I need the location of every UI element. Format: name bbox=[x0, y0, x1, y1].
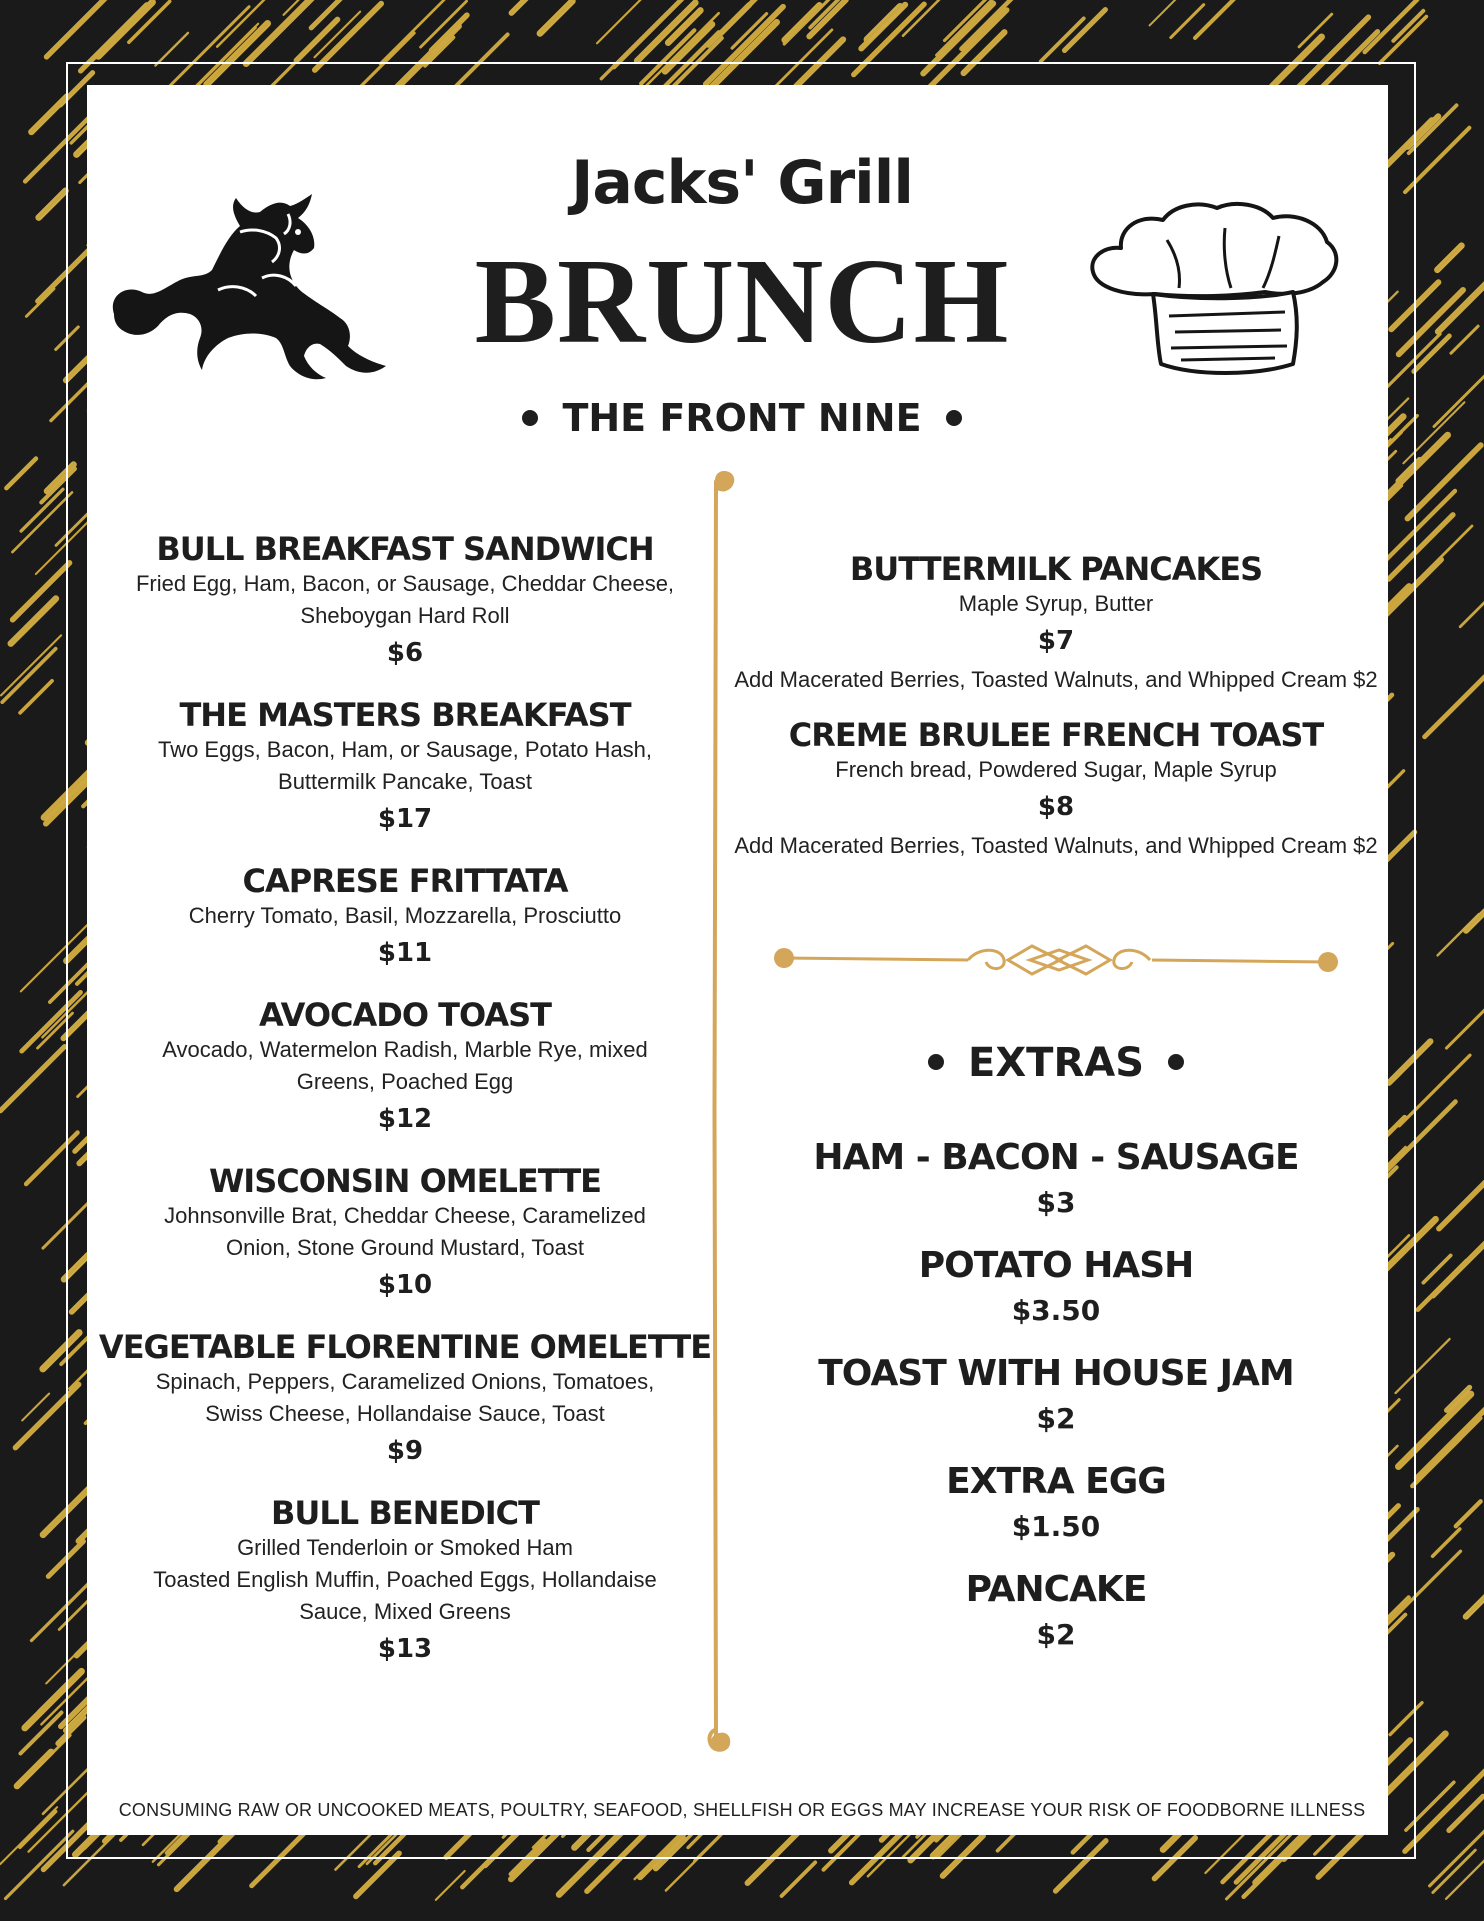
menu-item-name: BULL BENEDICT bbox=[271, 1494, 539, 1532]
restaurant-name: Jacks' Grill bbox=[571, 148, 913, 218]
menu-item bbox=[158, 696, 652, 838]
menu-item-price: $7 bbox=[1037, 626, 1075, 657]
extra-item-price: $3.50 bbox=[1011, 1294, 1101, 1328]
extra-item-name: TOAST WITH HOUSE JAM bbox=[818, 1353, 1294, 1394]
menu-item-description: Two Eggs, Bacon, Ham, or Sausage, Potato Hash, bbox=[157, 737, 653, 763]
menu-item-addon: Add Macerated Berries, Toasted Walnuts, and Whipped Cream $2 bbox=[734, 833, 1378, 859]
menu-item-price: $17 bbox=[377, 804, 433, 835]
menu-item-price: $9 bbox=[386, 1436, 424, 1467]
menu-item-name: WISCONSIN OMELETTE bbox=[209, 1162, 601, 1200]
ornamental-divider bbox=[768, 936, 1346, 984]
bullet-dot-icon bbox=[522, 410, 538, 426]
menu-item-name: BULL BREAKFAST SANDWICH bbox=[156, 530, 654, 568]
menu-item-description: Swiss Cheese, Hollandaise Sauce, Toast bbox=[205, 1401, 605, 1427]
menu-item bbox=[153, 1494, 656, 1668]
menu-item bbox=[164, 1162, 646, 1304]
menu-item-description: Maple Syrup, Butter bbox=[958, 591, 1154, 617]
menu-item-description: Greens, Poached Egg bbox=[296, 1069, 514, 1095]
extra-item-name: HAM - BACON - SAUSAGE bbox=[813, 1137, 1299, 1178]
menu-item-description: Fried Egg, Ham, Bacon, or Sausage, Cheddar Cheese, bbox=[135, 571, 675, 597]
menu-item-name: CREME BRULEE FRENCH TOAST bbox=[788, 716, 1324, 754]
menu-item-description: Onion, Stone Ground Mustard, Toast bbox=[226, 1235, 584, 1261]
extra-item bbox=[818, 1352, 1294, 1441]
extra-item bbox=[813, 1136, 1298, 1225]
menu-item-description: Sheboygan Hard Roll bbox=[300, 603, 510, 629]
menu-item-price: $13 bbox=[377, 1634, 433, 1665]
extra-item-price: $1.50 bbox=[1011, 1510, 1101, 1544]
extras-heading-text: EXTRAS bbox=[967, 1040, 1145, 1086]
menu-item-description: Buttermilk Pancake, Toast bbox=[278, 769, 532, 795]
menu-item bbox=[162, 996, 647, 1138]
menu-item-price: $10 bbox=[377, 1270, 433, 1301]
extra-item-price: $3 bbox=[1036, 1186, 1076, 1220]
menu-item bbox=[189, 862, 621, 972]
front-nine-heading-text: THE FRONT NINE bbox=[562, 396, 922, 440]
bullet-dot-icon bbox=[1168, 1054, 1184, 1070]
extra-item bbox=[966, 1568, 1147, 1657]
menu-item-price: $12 bbox=[377, 1104, 433, 1135]
extra-item-name: POTATO HASH bbox=[918, 1245, 1194, 1286]
menu-item-description: Cherry Tomato, Basil, Mozzarella, Prosciutto bbox=[188, 903, 622, 929]
extra-item-price: $2 bbox=[1036, 1618, 1076, 1652]
menu-item bbox=[136, 530, 674, 672]
menu-item-name: AVOCADO TOAST bbox=[259, 996, 551, 1034]
menu-item-description: Johnsonville Brat, Cheddar Cheese, Caramelized bbox=[164, 1203, 646, 1229]
menu-item-addon: Add Macerated Berries, Toasted Walnuts, and Whipped Cream $2 bbox=[734, 667, 1378, 693]
menu-item bbox=[734, 716, 1377, 862]
front-nine-heading bbox=[0, 396, 1484, 440]
menu-item-name: CAPRESE FRITTATA bbox=[242, 862, 568, 900]
menu-item-price: $6 bbox=[386, 638, 424, 669]
bullet-dot-icon bbox=[946, 410, 962, 426]
bull-icon bbox=[112, 192, 412, 382]
menu-item-description: Avocado, Watermelon Radish, Marble Rye, mixed bbox=[162, 1037, 648, 1063]
menu-item bbox=[99, 1328, 711, 1470]
menu-item-name: THE MASTERS BREAKFAST bbox=[179, 696, 631, 734]
extra-item bbox=[946, 1460, 1166, 1549]
menu-item-description: Spinach, Peppers, Caramelized Onions, Tomatoes, bbox=[155, 1369, 655, 1395]
menu-item-description: French bread, Powdered Sugar, Maple Syrup bbox=[835, 757, 1277, 783]
menu-item-description: Sauce, Mixed Greens bbox=[299, 1599, 511, 1625]
bullet-dot-icon bbox=[928, 1054, 944, 1070]
menu-title: BRUNCH bbox=[474, 234, 1010, 369]
menu-item-name: BUTTERMILK PANCAKES bbox=[849, 550, 1263, 588]
menu-item bbox=[734, 550, 1377, 696]
menu-item-description: Grilled Tenderloin or Smoked Ham bbox=[237, 1535, 573, 1561]
menu-item-price: $8 bbox=[1037, 792, 1075, 823]
extra-item-name: PANCAKE bbox=[965, 1569, 1147, 1610]
menu-item-description: Toasted English Muffin, Poached Eggs, Hollandaise bbox=[153, 1567, 657, 1593]
foodborne-illness-disclaimer: CONSUMING RAW OR UNCOOKED MEATS, POULTRY, SEAFOOD, SHELLFISH OR EGGS MAY INCREASE YOUR RISK OF FOODBORNE ILLNESS bbox=[118, 1800, 1366, 1820]
menu-item-name: VEGETABLE FLORENTINE OMELETTE bbox=[98, 1328, 712, 1366]
menu-item-price: $11 bbox=[377, 938, 433, 969]
extra-item bbox=[919, 1244, 1194, 1333]
chef-hat-icon bbox=[1085, 200, 1345, 376]
extra-item-price: $2 bbox=[1036, 1402, 1076, 1436]
extra-item-name: EXTRA EGG bbox=[946, 1461, 1166, 1502]
